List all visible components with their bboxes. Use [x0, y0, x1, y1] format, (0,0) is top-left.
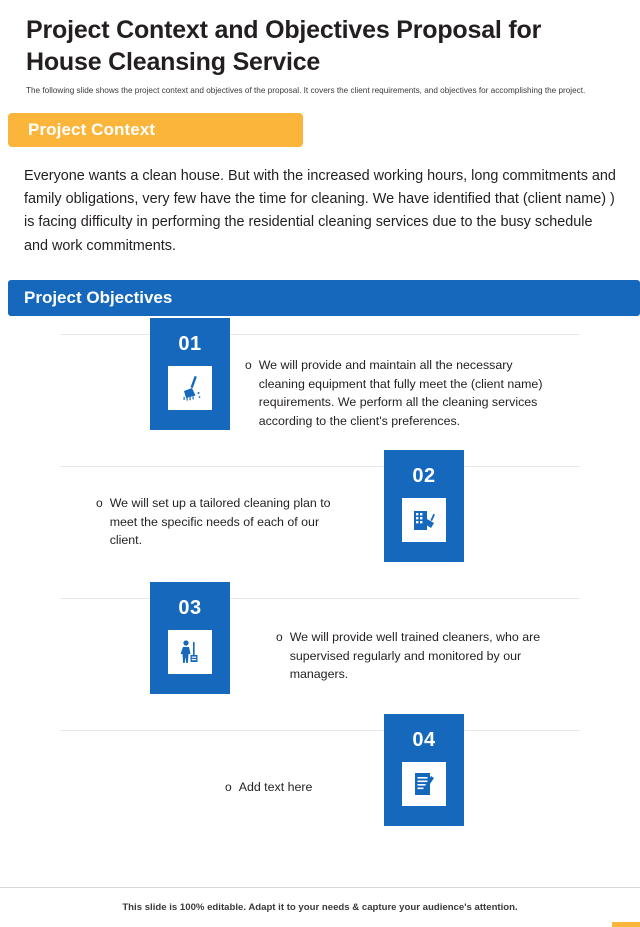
project-context-header [8, 113, 303, 147]
objective-row [0, 730, 640, 862]
objective-number: 01 [178, 332, 202, 355]
objective-text: We will set up a tailored cleaning plan to meet the specific needs of each of our client. [109, 495, 331, 548]
objective-text-03 [276, 628, 546, 684]
divider [60, 334, 580, 335]
objective-text-01 [245, 356, 555, 430]
objective-text: Add text here [238, 779, 313, 794]
project-objectives-label: Project Objectives [24, 287, 173, 307]
building-cleaning-icon [402, 498, 446, 542]
footer-accent-bar [612, 922, 640, 927]
slide-footer [0, 887, 640, 924]
objective-card-03 [150, 582, 230, 694]
bullet-marker: o [225, 779, 232, 794]
project-objectives-header [8, 280, 640, 316]
objective-number: 02 [412, 464, 436, 487]
bullet-marker: o [245, 357, 252, 372]
objective-card-02 [384, 450, 464, 562]
objective-text: We will provide well trained cleaners, who are supervised regularly and monitored by our managers. [289, 629, 541, 682]
bullet-marker: o [276, 629, 283, 644]
divider [60, 598, 580, 599]
project-context-label: Project Context [28, 119, 156, 139]
divider [60, 730, 580, 731]
objective-number: 04 [412, 728, 436, 751]
bullet-marker: o [96, 495, 103, 510]
divider [60, 466, 580, 467]
page-subtitle: The following slide shows the project context and objectives of the proposal. It covers the client requirements, and objectives for accomplishing the project. [26, 86, 586, 95]
objective-text-04 [225, 778, 425, 797]
objective-card-01 [150, 318, 230, 430]
objectives-list [0, 334, 640, 862]
objective-number: 03 [178, 596, 202, 619]
objective-row [0, 466, 640, 598]
title-block [0, 0, 640, 97]
objective-row [0, 598, 640, 730]
objective-row [0, 334, 640, 466]
project-context-body: Everyone wants a clean house. But with the increased working hours, long commitments and family obligations, very few have the time for cleaning. We have identified that (client name) ) is facing difficulty in performing the residential cleaning services due to the busy schedule and work commitments. [24, 167, 616, 254]
footer-note: This slide is 100% editable. Adapt it to your needs & capture your audience's attention. [122, 902, 518, 913]
cleaner-person-icon [168, 630, 212, 674]
objective-card-04 [384, 714, 464, 826]
objective-text-02 [96, 494, 346, 550]
broom-icon [168, 366, 212, 410]
objective-text: We will provide and maintain all the necessary cleaning equipment that fully meet the (client name) requirements. We perform all the cleaning services according to the client's preferences. [258, 357, 543, 428]
page-title: Project Context and Objectives Proposal for House Cleansing Service [26, 16, 542, 76]
